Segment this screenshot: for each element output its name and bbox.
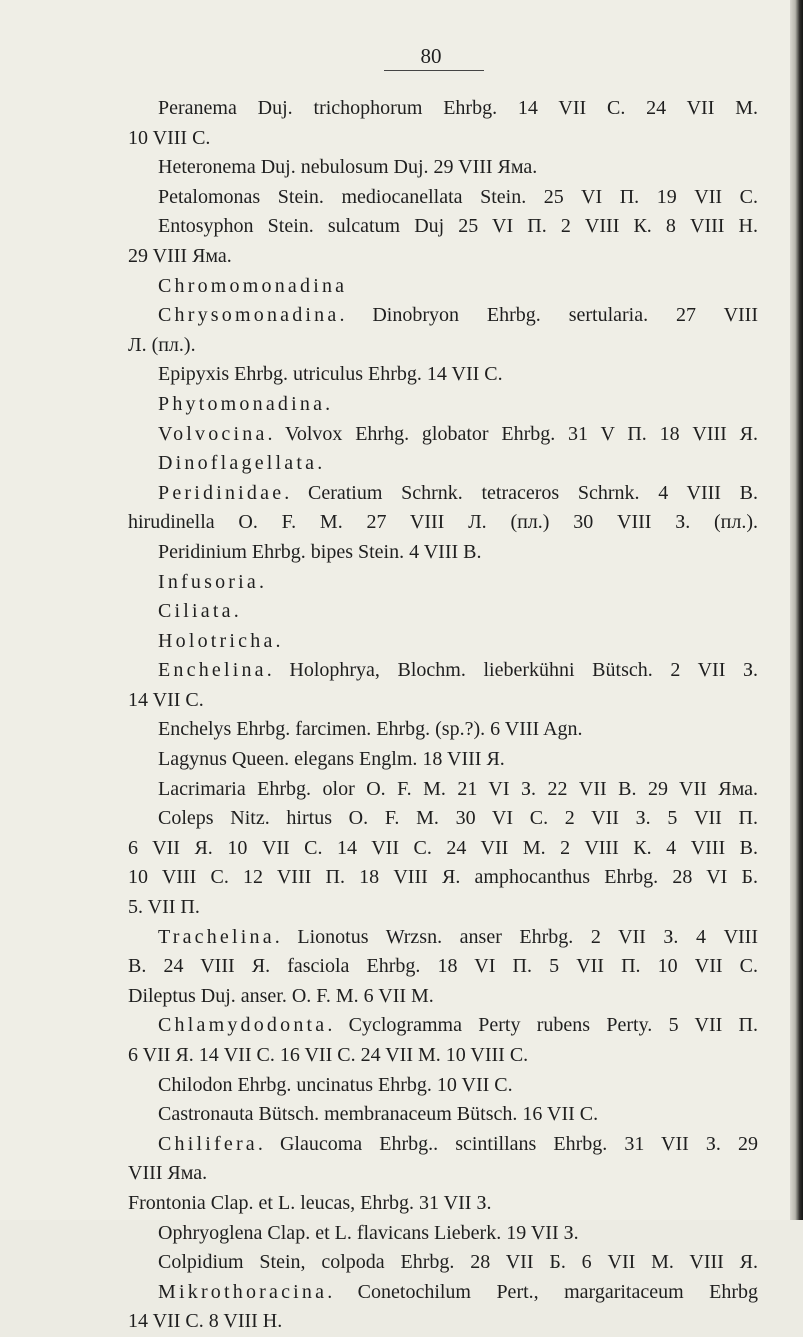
- text-line: [128, 479, 758, 509]
- text-segment: . Dinobryon Ehrbg. sertularia. 27 VIII: [339, 304, 758, 327]
- text-line: [128, 863, 758, 893]
- text-segment: Enchelys Ehrbg. farcimen. Ehrbg. (sp.?). 6 VIII Agn.: [158, 718, 583, 741]
- text-line: [128, 538, 758, 568]
- spaced-heading: Dinoflagellata.: [158, 452, 326, 475]
- page-number: 80: [420, 44, 442, 68]
- text-line: [128, 923, 758, 953]
- text-line: [128, 1189, 758, 1219]
- text-line: [128, 834, 758, 864]
- text-segment: 10 VIII C. 12 VIII П. 18 VIII Я. amphocanthus Ehrbg. 28 VI Б.: [128, 866, 758, 889]
- text-body: [128, 94, 758, 1337]
- text-line: [128, 183, 758, 213]
- text-segment: 29 VIII Яма.: [128, 244, 232, 267]
- text-line: [128, 568, 758, 598]
- spaced-heading: Volvocina: [158, 422, 268, 445]
- text-segment: . Cyclogramma Perty rubens Perty. 5 VII П.: [327, 1014, 758, 1037]
- text-line: [128, 124, 758, 154]
- spaced-heading: Mikrothoracina: [158, 1280, 328, 1303]
- page-edge-shadow: [790, 0, 803, 1220]
- spaced-heading: Enchelina: [158, 659, 267, 682]
- text-line: [128, 301, 758, 331]
- text-segment: Lacrimaria Ehrbg. olor O. F. M. 21 VI З. 22 VII B. 29 VII Яма.: [158, 777, 758, 800]
- text-line: [128, 982, 758, 1012]
- text-line: [128, 1011, 758, 1041]
- text-segment: B. 24 VIII Я. fasciola Ehrbg. 18 VI П. 5 VII П. 10 VII C.: [128, 955, 758, 978]
- text-segment: 14 VII C.: [128, 688, 204, 711]
- text-segment: Coleps Nitz. hirtus O. F. M. 30 VI C. 2 VII З. 5 VII П.: [158, 807, 758, 830]
- text-line: [128, 1159, 758, 1189]
- text-segment: Peranema Duj. trichophorum Ehrbg. 14 VII C. 24 VII M.: [158, 97, 758, 119]
- text-segment: Lagynus Queen. elegans Englm. 18 VIII Я.: [158, 748, 505, 771]
- text-segment: Petalomonas Stein. mediocanellata Stein. 25 VI П. 19 VII C.: [158, 185, 758, 208]
- text-line: [128, 715, 758, 745]
- text-line: [128, 1248, 758, 1278]
- text-segment: . Volvox Ehrhg. globator Ehrbg. 31 V П. 18 VIII Я.: [267, 422, 758, 445]
- text-segment: Epipyxis Ehrbg. utriculus Ehrbg. 14 VII C.: [158, 363, 503, 386]
- text-segment: hirudinella O. F. M. 27 VIII Л. (пл.) 30 VIII З. (пл.).: [128, 511, 758, 534]
- text-segment: Dileptus Duj. anser. O. F. M. 6 VII M.: [128, 984, 434, 1007]
- spaced-heading: Ciliata.: [158, 600, 242, 623]
- text-line: [128, 420, 758, 450]
- text-segment: VIII Яма.: [128, 1162, 208, 1185]
- text-line: [128, 272, 758, 302]
- spaced-heading: Chromomonadina: [158, 274, 348, 297]
- text-line: [128, 1041, 758, 1071]
- text-line: [128, 1278, 758, 1308]
- text-line: [128, 1219, 758, 1249]
- text-segment: . Lionotus Wrzsn. anser Ehrbg. 2 VII З. 4 VIII: [274, 925, 758, 948]
- spaced-heading: Chilifera: [158, 1132, 258, 1155]
- page-number-rule: [384, 70, 484, 71]
- text-line: [128, 212, 758, 242]
- text-segment: Frontonia Clap. et L. leucas, Ehrbg. 31 VII З.: [128, 1191, 492, 1214]
- text-segment: 6 VII Я. 14 VII C. 16 VII C. 24 VII M. 10 VIII C.: [128, 1044, 529, 1066]
- text-line: [128, 390, 758, 420]
- text-segment: Heteronema Duj. nebulosum Duj. 29 VIII Яма.: [158, 156, 538, 179]
- text-line: [128, 331, 758, 361]
- spaced-heading: Chlamydodonta: [158, 1014, 328, 1037]
- text-segment: Ophryoglena Clap. et L. flavicans Lieberk. 19 VII З.: [158, 1221, 579, 1244]
- text-line: [128, 1307, 758, 1337]
- text-line: [128, 1130, 758, 1160]
- text-segment: Л. (пл.).: [128, 333, 196, 356]
- spaced-heading: Peridinidae: [158, 481, 285, 504]
- text-line: [128, 597, 758, 627]
- text-segment: Colpidium Stein, colpoda Ehrbg. 28 VII Б. 6 VII M. VIII Я.: [158, 1251, 758, 1274]
- text-segment: 6 VII Я. 10 VII C. 14 VII C. 24 VII M. 2 VIII К. 4 VIII B.: [128, 836, 758, 859]
- spaced-heading: Chrysomonadina: [158, 304, 340, 327]
- text-segment: 14 VII C. 8 VIII H.: [128, 1310, 283, 1333]
- text-line: [128, 893, 758, 923]
- text-line: [128, 686, 758, 716]
- text-segment: Peridinium Ehrbg. bipes Stein. 4 VIII B.: [158, 540, 482, 563]
- text-line: [128, 242, 758, 272]
- spaced-heading: Phytomonadina.: [158, 392, 334, 415]
- text-line: [128, 508, 758, 538]
- text-line: [128, 804, 758, 834]
- text-line: [128, 153, 758, 183]
- text-line: [128, 745, 758, 775]
- spaced-heading: Infusoria.: [158, 570, 268, 593]
- text-line: [128, 627, 758, 657]
- text-segment: . Ceratium Schrnk. tetraceros Schrnk. 4 VIII B.: [284, 481, 758, 504]
- text-line: [128, 952, 758, 982]
- text-segment: Chilodon Ehrbg. uncinatus Ehrbg. 10 VII C.: [158, 1073, 513, 1096]
- text-segment: . Glaucoma Ehrbg.. scintillans Ehrbg. 31 VII З. 29: [257, 1132, 758, 1155]
- text-segment: 5. VII П.: [128, 896, 200, 919]
- text-line: [128, 775, 758, 805]
- text-line: [128, 1071, 758, 1101]
- text-segment: . Conetochilum Pert., margaritaceum Ehrbg: [327, 1280, 758, 1303]
- text-line: [128, 1100, 758, 1130]
- text-line: [128, 360, 758, 390]
- spaced-heading: Holotricha.: [158, 629, 284, 652]
- text-line: [128, 94, 758, 124]
- spaced-heading: Trachelina: [158, 925, 275, 948]
- text-segment: Castronauta Bütsch. membranaceum Bütsch. 16 VII C.: [158, 1103, 599, 1126]
- text-line: [128, 656, 758, 686]
- text-line: [128, 449, 758, 479]
- text-segment: 10 VIII C.: [128, 126, 211, 149]
- text-segment: Entosyphon Stein. sulcatum Duj 25 VI П. 2 VIII К. 8 VIII Н.: [158, 215, 758, 238]
- text-segment: . Holophrya, Blochm. lieberkühni Bütsch. 2 VII З.: [266, 659, 758, 682]
